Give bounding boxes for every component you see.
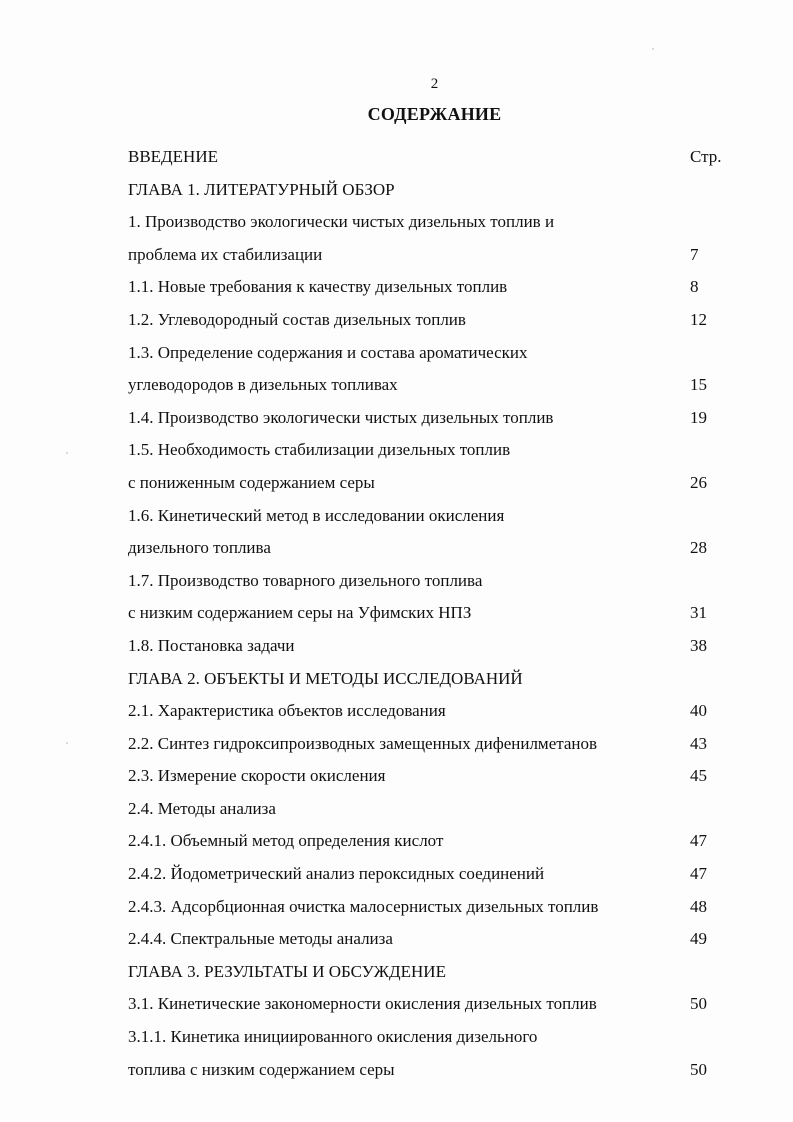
- toc-entry-text: 2.2. Синтез гидроксипроизводных замещенных дифенилметанов: [128, 733, 598, 753]
- toc-entry: [128, 141, 728, 174]
- toc-entry-text: 2.3. Измерение скорости окисления: [128, 766, 386, 786]
- toc-entry: [128, 304, 728, 337]
- toc-entry-text: 2.4. Методы анализа: [128, 798, 276, 818]
- toc-entry: [128, 858, 728, 891]
- toc-entry-page: 12: [690, 309, 707, 329]
- toc-entry: [128, 239, 728, 272]
- toc-entry: [128, 500, 728, 533]
- toc-entry: [128, 174, 728, 207]
- table-of-contents: [128, 141, 728, 1086]
- toc-entry-text: 3.1. Кинетические закономерности окисления дизельных топлив: [128, 994, 597, 1014]
- toc-entry-text: 1.6. Кинетический метод в исследовании окисления: [128, 505, 505, 525]
- page-number: 2: [430, 76, 439, 92]
- toc-entry: [128, 988, 728, 1021]
- toc-entry-page: 19: [690, 407, 707, 427]
- scan-speck: [66, 742, 68, 744]
- toc-entry: [128, 597, 728, 630]
- toc-entry-text: 1. Производство экологически чистых дизельных топлив и: [128, 212, 555, 232]
- toc-entry-text: 1.8. Постановка задачи: [128, 635, 295, 655]
- toc-entry-page: 40: [690, 701, 707, 721]
- toc-entry-text: 2.4.3. Адсорбционная очистка малосернистых дизельных топлив: [128, 896, 599, 916]
- toc-entry: [128, 663, 728, 696]
- toc-entry: [128, 1021, 728, 1054]
- page-title: СОДЕРЖАНИЕ: [367, 104, 502, 124]
- toc-entry: [128, 1054, 728, 1087]
- toc-entry-page: 7: [690, 244, 699, 264]
- toc-entry-text: 1.1. Новые требования к качеству дизельных топлив: [128, 277, 508, 297]
- toc-entry: [128, 695, 728, 728]
- toc-entry-text: 2.4.2. Йодометрический анализ пероксидных соединений: [128, 864, 545, 884]
- toc-entry: [128, 271, 728, 304]
- toc-entry: [128, 369, 728, 402]
- toc-entry: [128, 630, 728, 663]
- toc-entry: [128, 337, 728, 370]
- toc-entry: [128, 760, 728, 793]
- toc-entry-page: 38: [690, 635, 707, 655]
- toc-entry-page: 45: [690, 766, 707, 786]
- toc-entry-text: углеводородов в дизельных топливах: [128, 375, 398, 395]
- toc-entry-text: топлива с низким содержанием серы: [128, 1059, 395, 1079]
- toc-entry: [128, 891, 728, 924]
- toc-entry: [128, 565, 728, 598]
- toc-entry-text: проблема их стабилизации: [128, 244, 323, 264]
- toc-entry-page: 28: [690, 538, 707, 558]
- toc-entry-page: 8: [690, 277, 699, 297]
- toc-entry-text: с низким содержанием серы на Уфимских НПЗ: [128, 603, 472, 623]
- toc-entry: [128, 793, 728, 826]
- toc-entry-page: 49: [690, 929, 707, 949]
- toc-entry: [128, 532, 728, 565]
- toc-entry-page: Стр.: [690, 147, 722, 166]
- toc-entry: [128, 206, 728, 239]
- toc-entry-text: 2.4.1. Объемный метод определения кислот: [128, 831, 444, 851]
- toc-entry-text: 1.4. Производство экологически чистых дизельных топлив: [128, 407, 554, 427]
- toc-entry-page: 50: [690, 1059, 707, 1079]
- toc-entry-page: 47: [690, 831, 707, 851]
- toc-entry-text: 1.5. Необходимость стабилизации дизельных топлив: [128, 440, 511, 460]
- toc-entry-page: 31: [690, 603, 707, 623]
- toc-entry-text: с пониженным содержанием серы: [128, 472, 375, 492]
- toc-entry: [128, 402, 728, 435]
- scan-speck: [652, 48, 654, 50]
- toc-entry-page: 43: [690, 733, 707, 753]
- toc-entry-page: 48: [690, 896, 707, 916]
- toc-entry-text: 3.1.1. Кинетика инициированного окисления дизельного: [128, 1027, 538, 1047]
- scan-speck: [66, 452, 68, 454]
- toc-entry-page: 50: [690, 994, 707, 1014]
- toc-entry: [128, 467, 728, 500]
- toc-entry: [128, 923, 728, 956]
- toc-entry: [128, 956, 728, 989]
- toc-entry-page: 15: [690, 375, 707, 395]
- toc-entry-text: дизельного топлива: [128, 538, 271, 558]
- toc-entry-text: ГЛАВА 3. РЕЗУЛЬТАТЫ И ОБСУЖДЕНИЕ: [128, 961, 446, 981]
- toc-entry: [128, 434, 728, 467]
- toc-entry-page: 47: [690, 864, 707, 884]
- toc-entry-text: 2.4.4. Спектральные методы анализа: [128, 929, 393, 949]
- toc-entry-page: 26: [690, 472, 707, 492]
- toc-entry-text: 1.2. Углеводородный состав дизельных топлив: [128, 309, 466, 329]
- toc-entry-text: 1.3. Определение содержания и состава ароматических: [128, 342, 528, 362]
- toc-entry-text: ВВЕДЕНИЕ: [128, 147, 218, 166]
- toc-entry-text: 1.7. Производство товарного дизельного топлива: [128, 570, 483, 590]
- toc-entry: [128, 825, 728, 858]
- toc-entry-text: ГЛАВА 2. ОБЪЕКТЫ И МЕТОДЫ ИССЛЕДОВАНИЙ: [128, 668, 523, 688]
- toc-entry: [128, 728, 728, 761]
- toc-entry-text: ГЛАВА 1. ЛИТЕРАТУРНЫЙ ОБЗОР: [128, 179, 395, 199]
- toc-entry-text: 2.1. Характеристика объектов исследования: [128, 701, 446, 721]
